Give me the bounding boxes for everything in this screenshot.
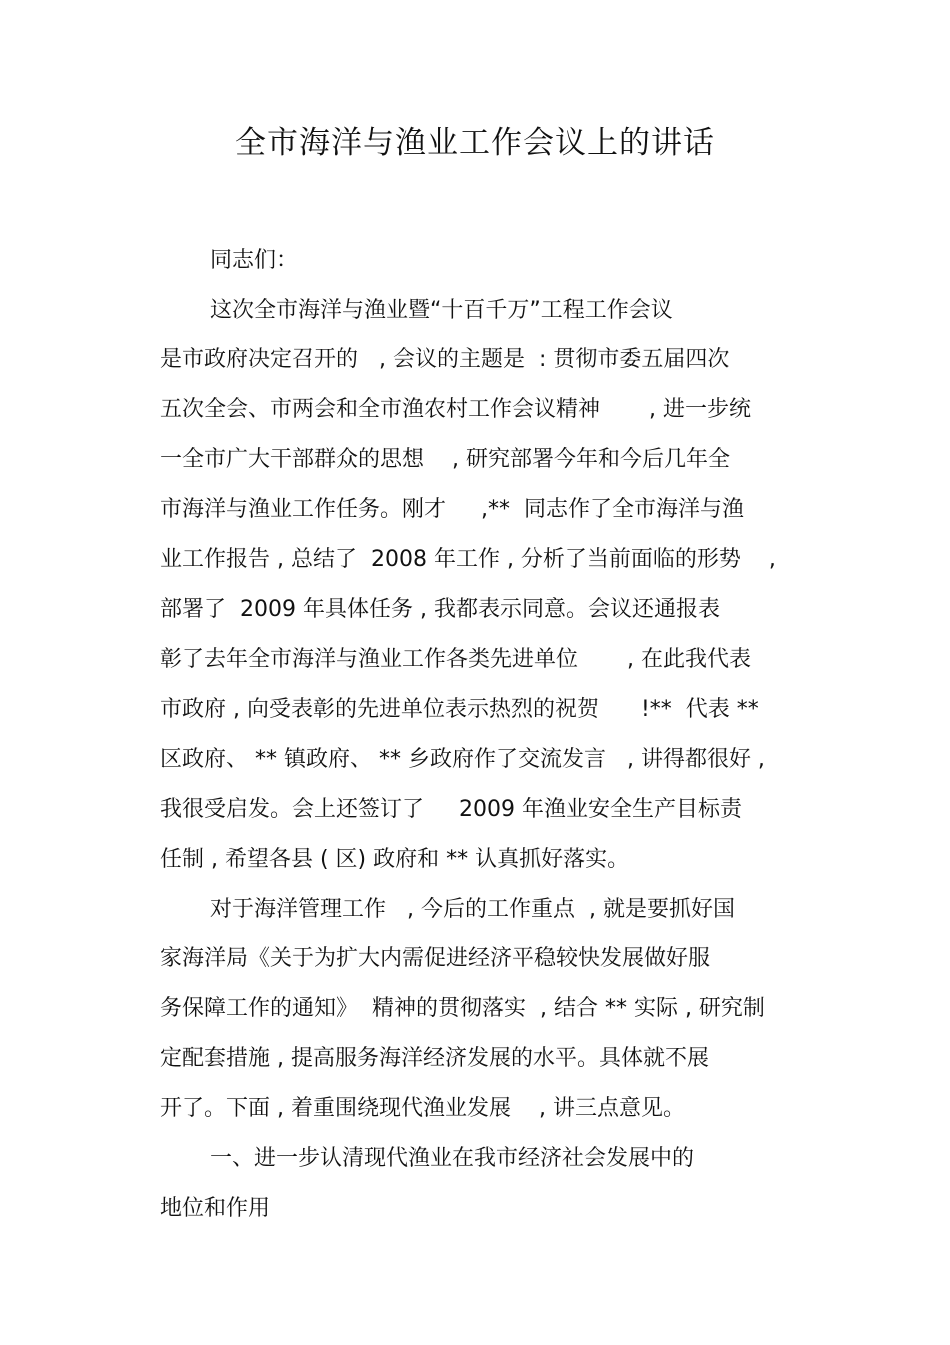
paragraph-line: 这次全市海洋与渔业暨“十百千万”工程工作会议: [210, 298, 673, 323]
paragraph-line: 五次全会、市两会和全市渔农村工作会议精神 , 进一步统: [160, 397, 751, 422]
paragraph-line: 区政府、 ** 镇政府、 ** 乡政府作了交流发言 , 讲得都很好 ,: [160, 747, 765, 772]
paragraph-line: 务保障工作的通知》 精神的贯彻落实 , 结合 ** 实际 , 研究制: [160, 996, 765, 1021]
salutation: 同志们：: [210, 248, 299, 273]
paragraph-line: 定配套措施 , 提高服务海洋经济发展的水平。具体就不展: [160, 1046, 709, 1071]
paragraph-line: 开了。下面 , 着重围绕现代渔业发展 , 讲三点意见。: [160, 1096, 685, 1121]
paragraph-line: 彰了去年全市海洋与渔业工作各类先进单位 , 在此我代表: [160, 647, 751, 672]
paragraph-line: 任制 , 希望各县 ( 区) 政府和 ** 认真抓好落实。: [160, 847, 630, 872]
document-title: 全市海洋与渔业工作会议上的讲话: [235, 125, 715, 161]
section-heading: 地位和作用: [160, 1196, 271, 1221]
section-heading: 一、进一步认清现代渔业在我市经济社会发展中的: [210, 1146, 695, 1171]
paragraph-line: 家海洋局《关于为扩大内需促进经济平稳较快发展做好服: [160, 946, 711, 971]
paragraph-line: 一全市广大干部群众的思想 , 研究部署今年和今后几年全: [160, 447, 730, 472]
paragraph-line: 我很受启发。会上还签订了 2009 年渔业安全生产目标责: [160, 797, 742, 822]
paragraph-line: 业工作报告 , 总结了 2008 年工作 , 分析了当前面临的形势 ,: [160, 547, 776, 572]
paragraph-line: 市政府 , 向受表彰的先进单位表示热烈的祝贺 !** 代表 **: [160, 697, 759, 722]
paragraph-line: 部署了 2009 年具体任务 , 我都表示同意。会议还通报表: [160, 597, 720, 622]
paragraph-line: 市海洋与渔业工作任务。刚才 ,** 同志作了全市海洋与渔: [160, 497, 744, 522]
paragraph-line: 对于海洋管理工作 , 今后的工作重点 , 就是要抓好国: [210, 897, 735, 922]
paragraph-line: 是市政府决定召开的 , 会议的主题是 : 贯彻市委五届四次: [160, 347, 730, 372]
